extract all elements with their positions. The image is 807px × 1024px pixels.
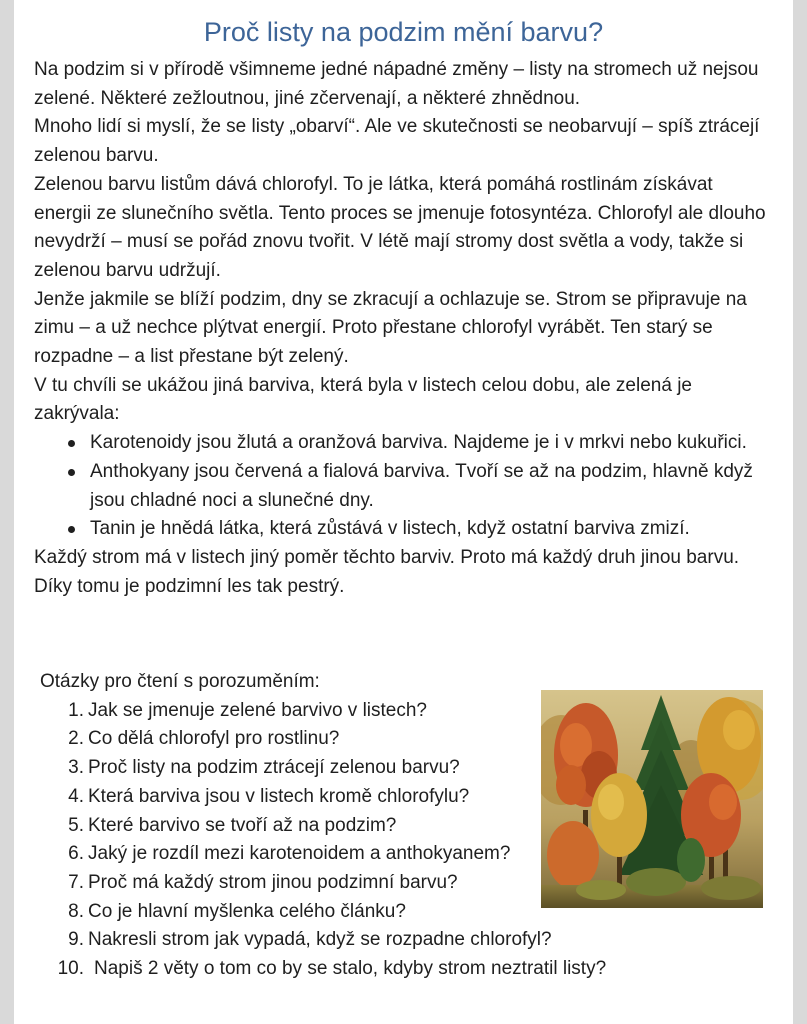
- paragraph-chlorophyll: Zelenou barvu listům dává chlorofyl. To je látka, která pomáhá rostlinám získávat energii ze slunečního světla. Tento proces se jmenuje fotosyntéza. Chlorofyl ale dlouho nevydrží – musí se pořád znovu tvořit. V létě mají stromy dost světla a vody, takže si zelenou barvu udržují.: [34, 173, 766, 281]
- question-text: Nakresli strom jak vypadá, když se rozpadne chlorofyl?: [88, 929, 552, 951]
- paragraph-closing: Každý strom má v listech jiný poměr těchto barviv. Proto má každý druh jinou barvu. Díky tomu je podzimní les tak pestrý.: [34, 546, 740, 597]
- article-body: [34, 56, 774, 601]
- paragraph-myth: Mnoho lidí si myslí, že se listy „obarví“. Ale ve skutečnosti se neobarvují – spíš ztrácejí zelenou barvu.: [34, 116, 760, 167]
- question-item: [40, 926, 780, 955]
- paragraph-autumn: Jenže jakmile se blíží podzim, dny se zkracují a ochlazuje se. Strom se připravuje na zimu – a už nechce plýtvat energií. Proto přestane chlorofyl vyrábět. Ten starý se rozpadne – a list přestane být zelený.: [34, 288, 747, 368]
- question-number: 9.: [68, 929, 84, 951]
- question-text: Co dělá chlorofyl pro rostlinu?: [88, 728, 340, 750]
- paragraph-intro: Na podzim si v přírodě všimneme jedné nápadné změny – listy na stromech už nejsou zelené. Některé zežloutnou, jiné zčervenají, a některé zhnědnou.: [34, 59, 759, 109]
- question-number: 1.: [68, 699, 84, 721]
- question-item: [40, 955, 780, 984]
- question-text: Proč listy na podzim ztrácejí zelenou barvu?: [88, 757, 460, 779]
- questions-heading: Otázky pro čtení s porozuměním:: [40, 671, 320, 692]
- question-number: 7.: [68, 871, 84, 893]
- question-number: 2.: [68, 728, 84, 750]
- page-title: Proč listy na podzim mění barvu?: [203, 17, 604, 47]
- autumn-forest-illustration: [541, 690, 763, 908]
- question-number: 10.: [57, 958, 84, 980]
- question-text: Jak se jmenuje zelené barvivo v listech?: [88, 699, 428, 721]
- question-number: 6.: [68, 843, 84, 865]
- question-text: Které barvivo se tvoří až na podzim?: [88, 814, 397, 836]
- question-number: 8.: [68, 900, 84, 922]
- question-text: Která barviva jsou v listech kromě chlorofylu?: [88, 785, 470, 807]
- paragraph-pigments-intro: V tu chvíli se ukážou jiná barviva, která byla v listech celou dobu, ale zelená je zakrývala:: [34, 374, 692, 425]
- pigment-item-carotenoids: Karotenoidy jsou žlutá a oranžová barviva. Najdeme je i v mrkvi nebo kukuřici.: [68, 429, 774, 458]
- worksheet-page: [14, 0, 793, 1024]
- pigment-item-tannin: Tanin je hnědá látka, která zůstává v listech, když ostatní barviva zmizí.: [68, 515, 774, 544]
- question-number: 3.: [68, 757, 84, 779]
- pigment-list: [34, 429, 774, 544]
- question-number: 5.: [68, 814, 84, 836]
- question-text: Jaký je rozdíl mezi karotenoidem a anthokyanem?: [88, 843, 511, 865]
- question-text: Proč má každý strom jinou podzimní barvu?: [88, 871, 458, 893]
- question-text: Co je hlavní myšlenka celého článku?: [88, 900, 406, 922]
- question-text: Napiš 2 věty o tom co by se stalo, kdyby strom neztratil listy?: [94, 958, 607, 980]
- pigment-item-anthocyanins: Anthokyany jsou červená a fialová barviva. Tvoří se až na podzim, hlavně když jsou chladné noci a slunečné dny.: [68, 458, 774, 515]
- question-number: 4.: [68, 785, 84, 807]
